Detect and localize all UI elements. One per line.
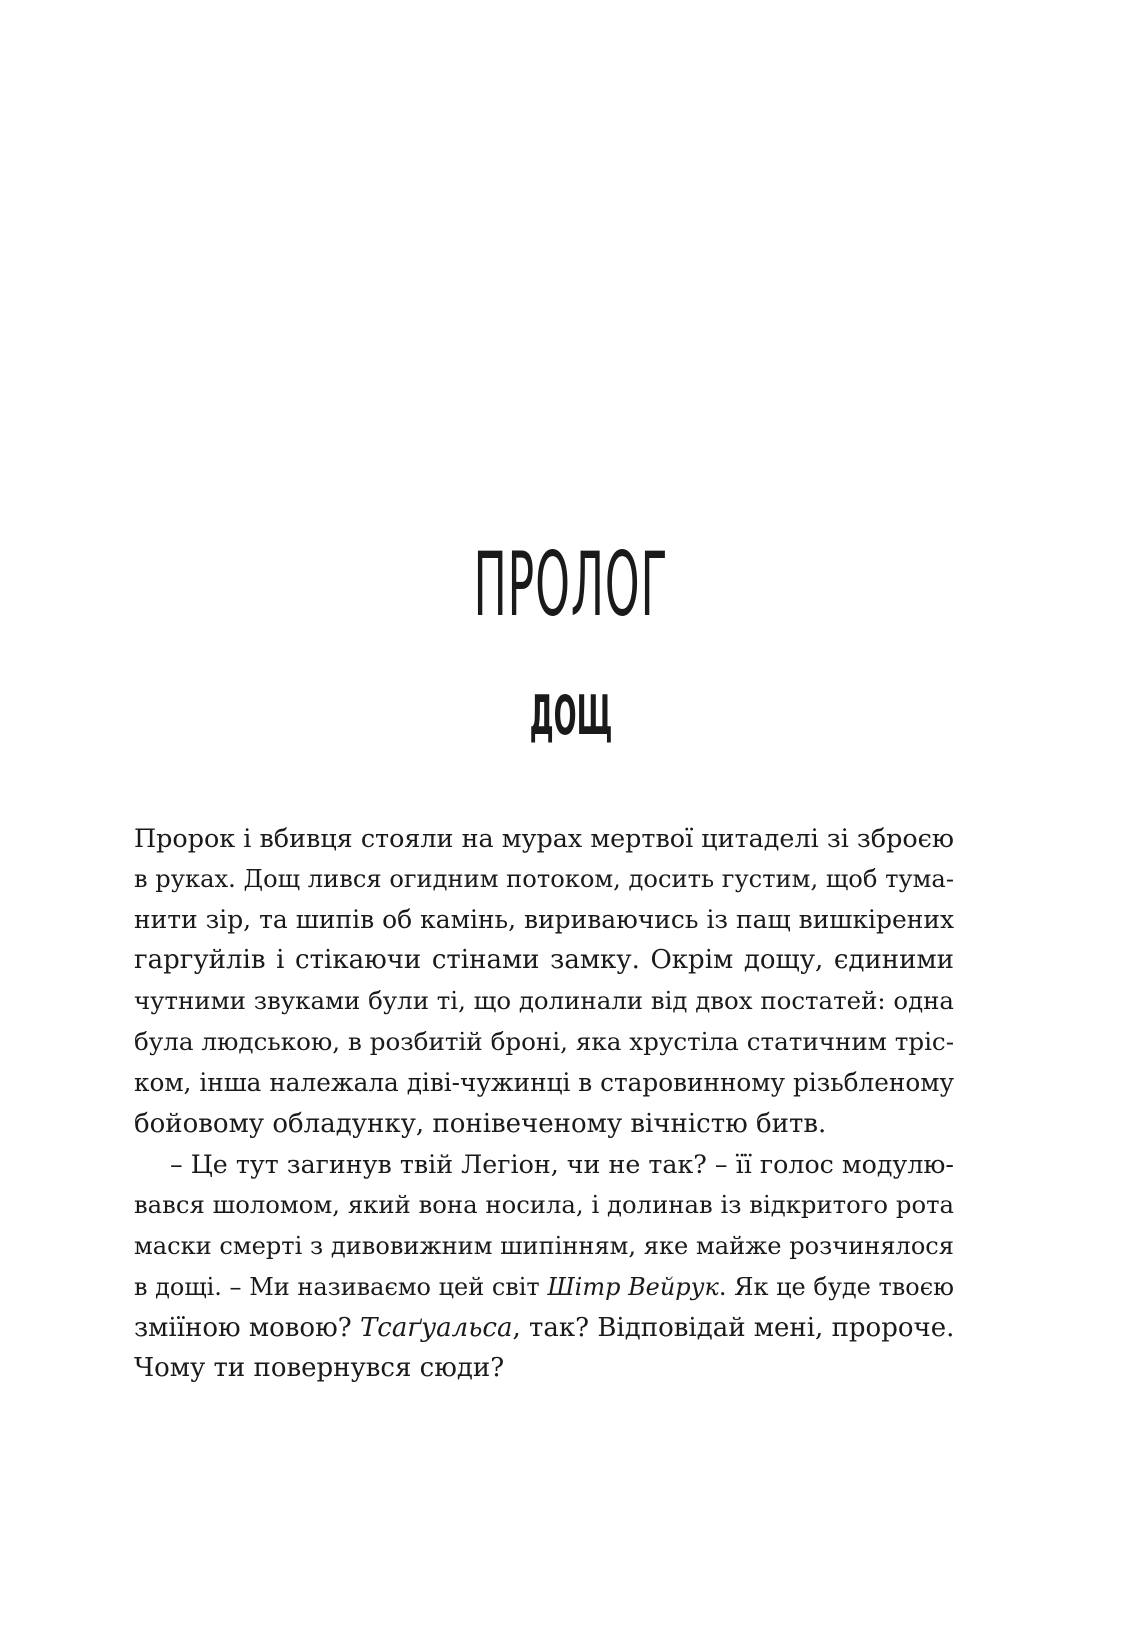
text-line: чутними звуками були ті, що долинали від двох постатей: одна <box>134 986 954 1016</box>
chapter-title: ПРОЛОГ <box>473 533 669 636</box>
text-line: гаргуйлів і стікаючи стінами замку. Окрім дощу, єдиними <box>134 945 954 976</box>
text-line: бойовому обладунку, понівеченому вічністю битв. <box>134 1108 827 1139</box>
paragraph-1 <box>134 818 954 1144</box>
text-line: – Це тут загинув твій Легіон, чи не так? – її голос модулю- <box>170 1149 954 1180</box>
text-line <box>134 1267 954 1308</box>
text-line: була людською, в розбитій броні, яка хрустіла статичним тріс- <box>134 1026 954 1056</box>
text-line: ком, інша належала діві-чужинці в старовинному різьбленому <box>134 1067 954 1097</box>
text-line: в руках. Дощ лився огидним потоком, досить густим, щоб тума- <box>134 864 954 893</box>
text-line <box>134 1308 954 1349</box>
text-run: . Як це буде твоєю <box>718 1272 954 1301</box>
text-line: вався шоломом, який вона носила, і долинав із відкритого рота <box>134 1190 954 1220</box>
body-text <box>134 818 954 1389</box>
italic-name: Тсаґуальса <box>359 1312 513 1343</box>
text-run: , так? Відповідай мені, пророче. <box>512 1312 955 1343</box>
text-line: маски смерті з дивовижним шипінням, яке майже розчинялося <box>134 1231 954 1260</box>
paragraph-2 <box>134 1144 954 1389</box>
text-line: Пророк і вбивця стояли на мурах мертвої цитаделі зі зброєю <box>134 823 954 853</box>
text-run: зміїною мовою? <box>134 1312 360 1343</box>
text-run: в дощі. – Ми називаємо цей світ <box>134 1272 548 1301</box>
text-line: нити зір, та шипів об камінь, вириваючись із пащ вишкірених <box>134 904 954 934</box>
italic-name: Шітр Вейрук <box>547 1272 719 1301</box>
text-line: Чому ти повернувся сюди? <box>134 1353 505 1384</box>
chapter-subtitle: ДОЩ <box>529 684 613 747</box>
